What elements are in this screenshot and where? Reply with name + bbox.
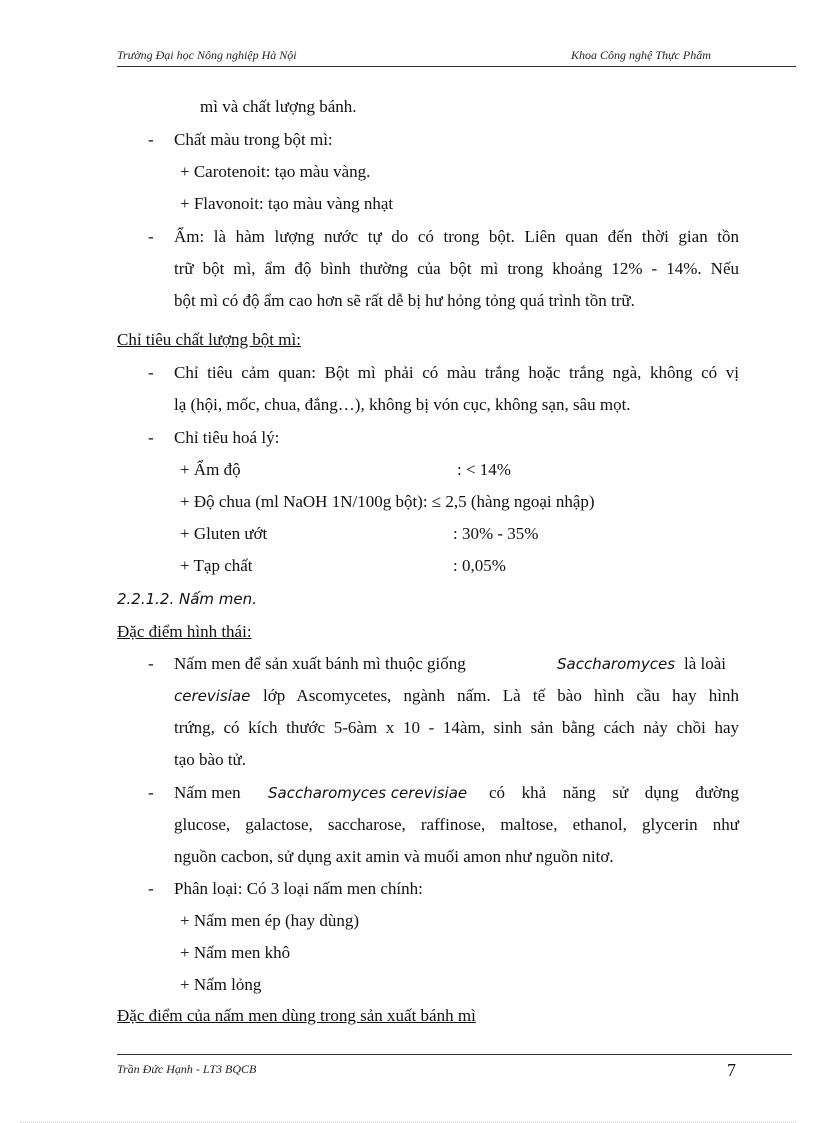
- text-line: bột mì có độ ẩm cao hơn sẽ rất dễ bị hư hỏng tỏng quá trình tồn trữ.: [174, 291, 635, 310]
- text-span-italic: Saccharomyces: [557, 655, 676, 673]
- spec-label: + Gluten ướt: [180, 524, 268, 543]
- spec-row: + Độ chua (ml NaOH 1N/100g bột): ≤ 2,5 (hàng ngoại nhập): [180, 492, 595, 511]
- bullet-dash: -: [148, 879, 154, 898]
- text-line: Ẩm: là hàm lượng nước tự do có trong bột. Liên quan đến thời gian tồn: [174, 227, 739, 246]
- spec-label: + Ẩm độ: [180, 460, 241, 479]
- header-rule: [117, 66, 796, 67]
- text-span-italic: Saccharomyces cerevisiae: [268, 784, 468, 802]
- text-line: mì và chất lượng bánh.: [200, 97, 357, 116]
- text-span: Nấm men để sản xuất bánh mì thuộc giống: [174, 654, 466, 673]
- text-line: glucose, galactose, saccharose, raffinose, maltose, ethanol, glycerin như: [174, 815, 739, 834]
- bullet-dash: -: [148, 227, 154, 246]
- text-line: + Nấm men khô: [180, 943, 291, 962]
- bullet-dash: -: [148, 130, 154, 149]
- section-heading: Chỉ tiêu chất lượng bột mì:: [117, 330, 301, 349]
- bullet-dash: -: [148, 428, 154, 447]
- bullet-dash: -: [148, 783, 154, 802]
- text-line: + Flavonoit: tạo màu vàng nhạt: [180, 194, 394, 213]
- spec-value: : 0,05%: [453, 556, 506, 575]
- text-line: trữ bột mì, ẩm độ bình thường của bột mì trong khoảng 12% - 14%. Nếu: [174, 259, 739, 278]
- text-line: Phân loại: Có 3 loại nấm men chính:: [174, 879, 423, 898]
- footer-author: Trần Đức Hạnh - LT3 BQCB: [117, 1062, 257, 1076]
- text-span-italic: cerevisiae: [174, 687, 251, 705]
- text-span: lớp Ascomycetes, ngành nấm. Là tế bào hình cầu hay hình: [263, 686, 739, 705]
- text-line: + Nấm lỏng: [180, 975, 262, 994]
- text-line: trứng, có kích thước 5-6àm x 10 - 14àm, sinh sản bằng cách nảy chồi hay: [174, 718, 739, 737]
- section-heading: Đặc điểm hình thái:: [117, 622, 252, 641]
- text-line: Chỉ tiêu hoá lý:: [174, 428, 280, 447]
- text-line: + Carotenoit: tạo màu vàng.: [180, 162, 371, 181]
- page-number: 7: [727, 1060, 736, 1080]
- text-line: Chất màu trong bột mì:: [174, 130, 333, 149]
- text-line: + Nấm men ép (hay dùng): [180, 911, 360, 930]
- text-line: nguồn cacbon, sử dụng axit amin và muối amon như nguồn nitơ.: [174, 847, 614, 866]
- text-span: có khả năng sử dụng đường: [489, 783, 739, 802]
- footer-rule: [117, 1054, 792, 1055]
- header-right: Khoa Công nghệ Thực Phẩm: [571, 48, 711, 62]
- spec-value: : < 14%: [457, 460, 511, 479]
- bullet-dash: -: [148, 654, 154, 673]
- text-span: Nấm men: [174, 783, 241, 802]
- section-heading: Đặc điểm của nấm men dùng trong sản xuất bánh mì: [117, 1006, 476, 1025]
- text-line: tạo bào tử.: [174, 750, 247, 769]
- subsection-title: 2.2.1.2. Nấm men.: [117, 590, 257, 608]
- text-line: Chỉ tiêu cảm quan: Bột mì phải có màu trắng hoặc trắng ngà, không có vị: [174, 363, 739, 382]
- bullet-dash: -: [148, 363, 154, 382]
- spec-value: : 30% - 35%: [453, 524, 539, 543]
- text-span: là loài: [684, 654, 727, 673]
- header-left: Trường Đại học Nông nghiệp Hà Nội: [117, 48, 297, 62]
- spec-label: + Tạp chất: [180, 556, 253, 575]
- text-line: lạ (hội, mốc, chua, đắng…), không bị vón cục, không sạn, sâu mọt.: [174, 395, 631, 414]
